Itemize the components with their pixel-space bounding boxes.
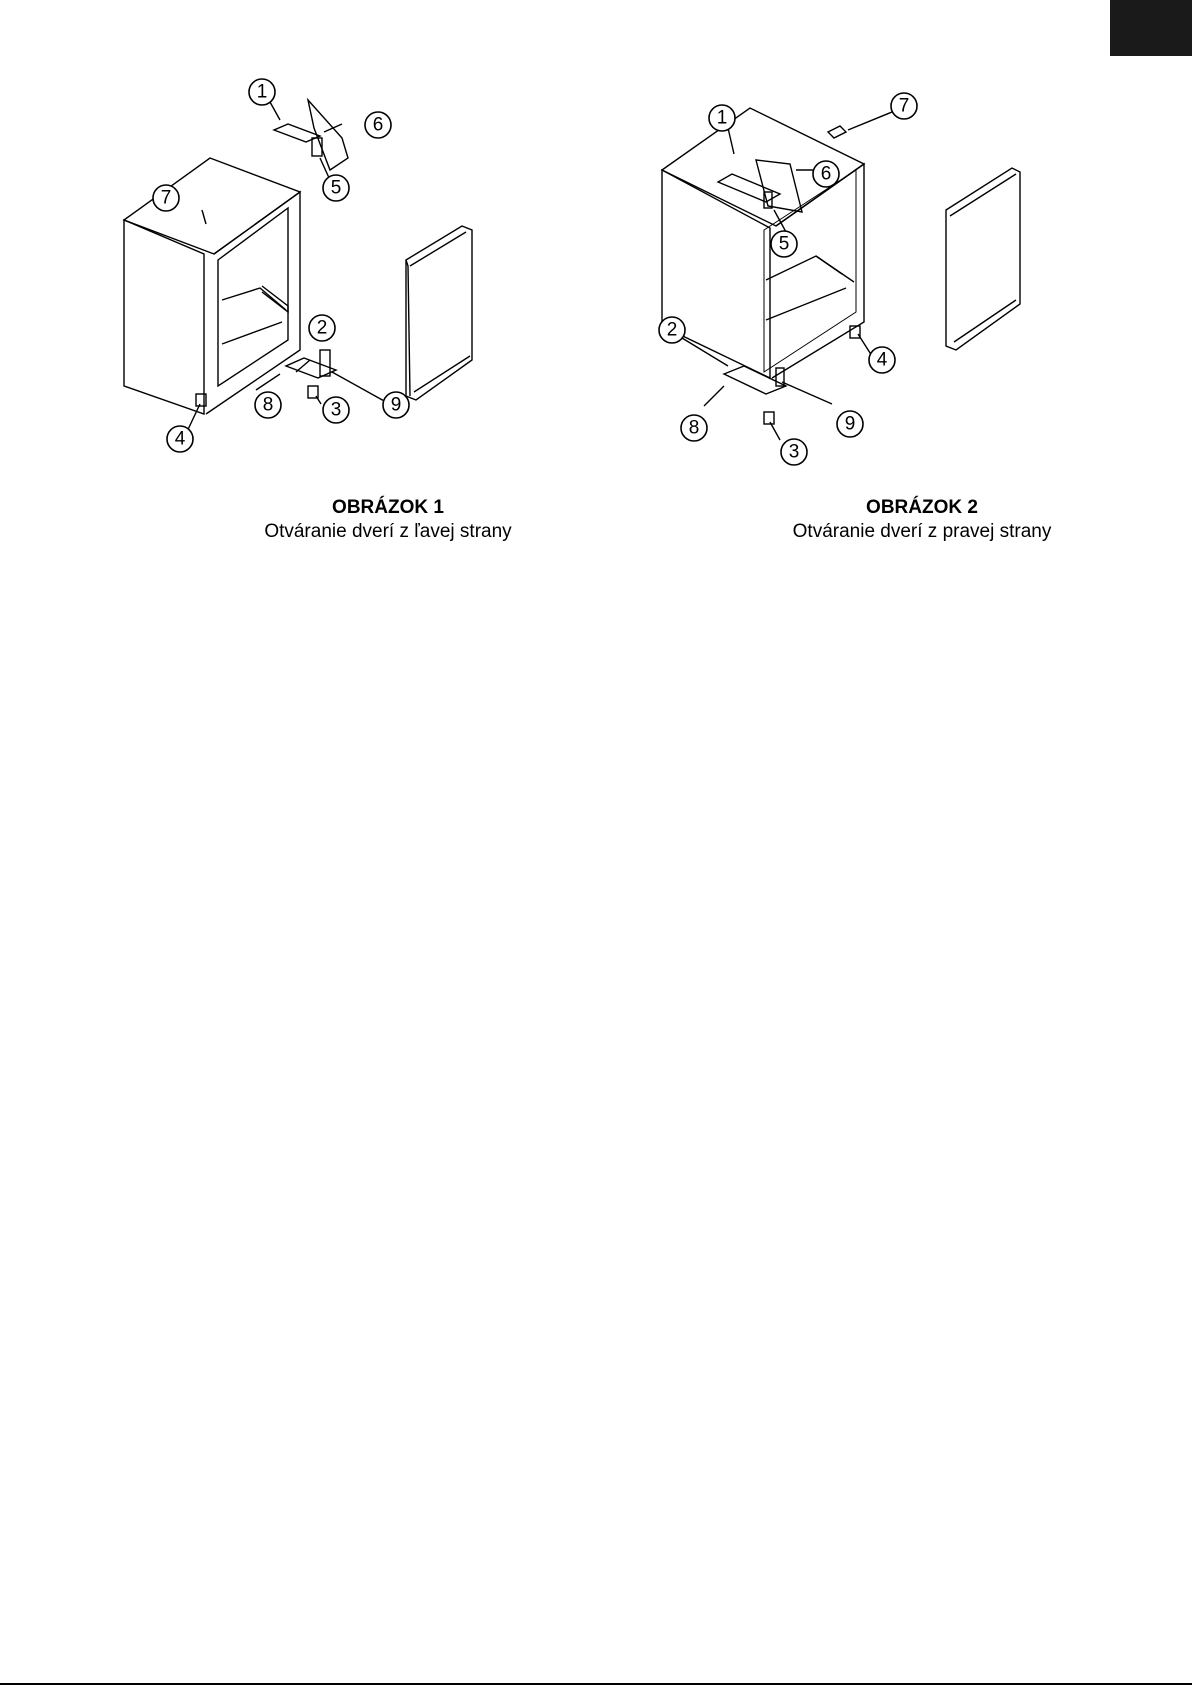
svg-text:9: 9 — [844, 413, 856, 435]
svg-text:3: 3 — [788, 441, 800, 463]
figure-1-drawing — [110, 60, 530, 470]
figure-2-label-9 — [837, 411, 863, 437]
figure-2-label-5 — [771, 231, 797, 257]
svg-text:6: 6 — [372, 114, 384, 136]
svg-text:8: 8 — [262, 394, 274, 416]
figure-2-label-7 — [891, 93, 917, 119]
figure-1-caption — [178, 496, 598, 544]
figure-1-label-4 — [167, 426, 193, 452]
figure-1-label-3 — [323, 397, 349, 423]
figure-2-label-1 — [709, 105, 735, 131]
figure-2-subtitle: Otváranie dverí z pravej strany — [792, 521, 1052, 542]
svg-text:5: 5 — [330, 177, 342, 199]
figure-1-diagram — [110, 60, 530, 470]
svg-text:9: 9 — [390, 394, 402, 416]
figure-2-caption — [712, 496, 1132, 544]
figure-2-label-3 — [781, 439, 807, 465]
figure-1-title: OBRÁZOK 1 — [332, 497, 444, 518]
figure-1-label-2 — [309, 315, 335, 341]
svg-text:2: 2 — [316, 317, 328, 339]
svg-text:6: 6 — [820, 163, 832, 185]
figure-1-label-5 — [323, 175, 349, 201]
svg-text:4: 4 — [174, 428, 186, 450]
svg-text:8: 8 — [688, 417, 700, 439]
svg-text:4: 4 — [876, 349, 888, 371]
figure-1-label-1 — [249, 79, 275, 105]
figure-1-label-8 — [255, 392, 281, 418]
svg-text:7: 7 — [898, 95, 910, 117]
page-corner-tab — [1110, 0, 1192, 56]
figure-1-label-7 — [153, 185, 179, 211]
figure-1-label-6 — [365, 112, 391, 138]
figure-2-title: OBRÁZOK 2 — [866, 497, 978, 518]
figure-1-label-9 — [383, 392, 409, 418]
svg-text:5: 5 — [778, 233, 790, 255]
figure-2-diagram — [640, 60, 1060, 470]
figure-2-drawing — [640, 60, 1060, 470]
svg-text:1: 1 — [256, 81, 268, 103]
figure-2-label-2 — [659, 317, 685, 343]
figure-2-label-8 — [681, 415, 707, 441]
svg-text:7: 7 — [160, 187, 172, 209]
svg-text:2: 2 — [666, 319, 678, 341]
figure-2-label-6 — [813, 161, 839, 187]
figure-2-label-4 — [869, 347, 895, 373]
svg-text:1: 1 — [716, 107, 728, 129]
svg-text:3: 3 — [330, 399, 342, 421]
figure-1-subtitle: Otváranie dverí z ľavej strany — [264, 521, 512, 542]
